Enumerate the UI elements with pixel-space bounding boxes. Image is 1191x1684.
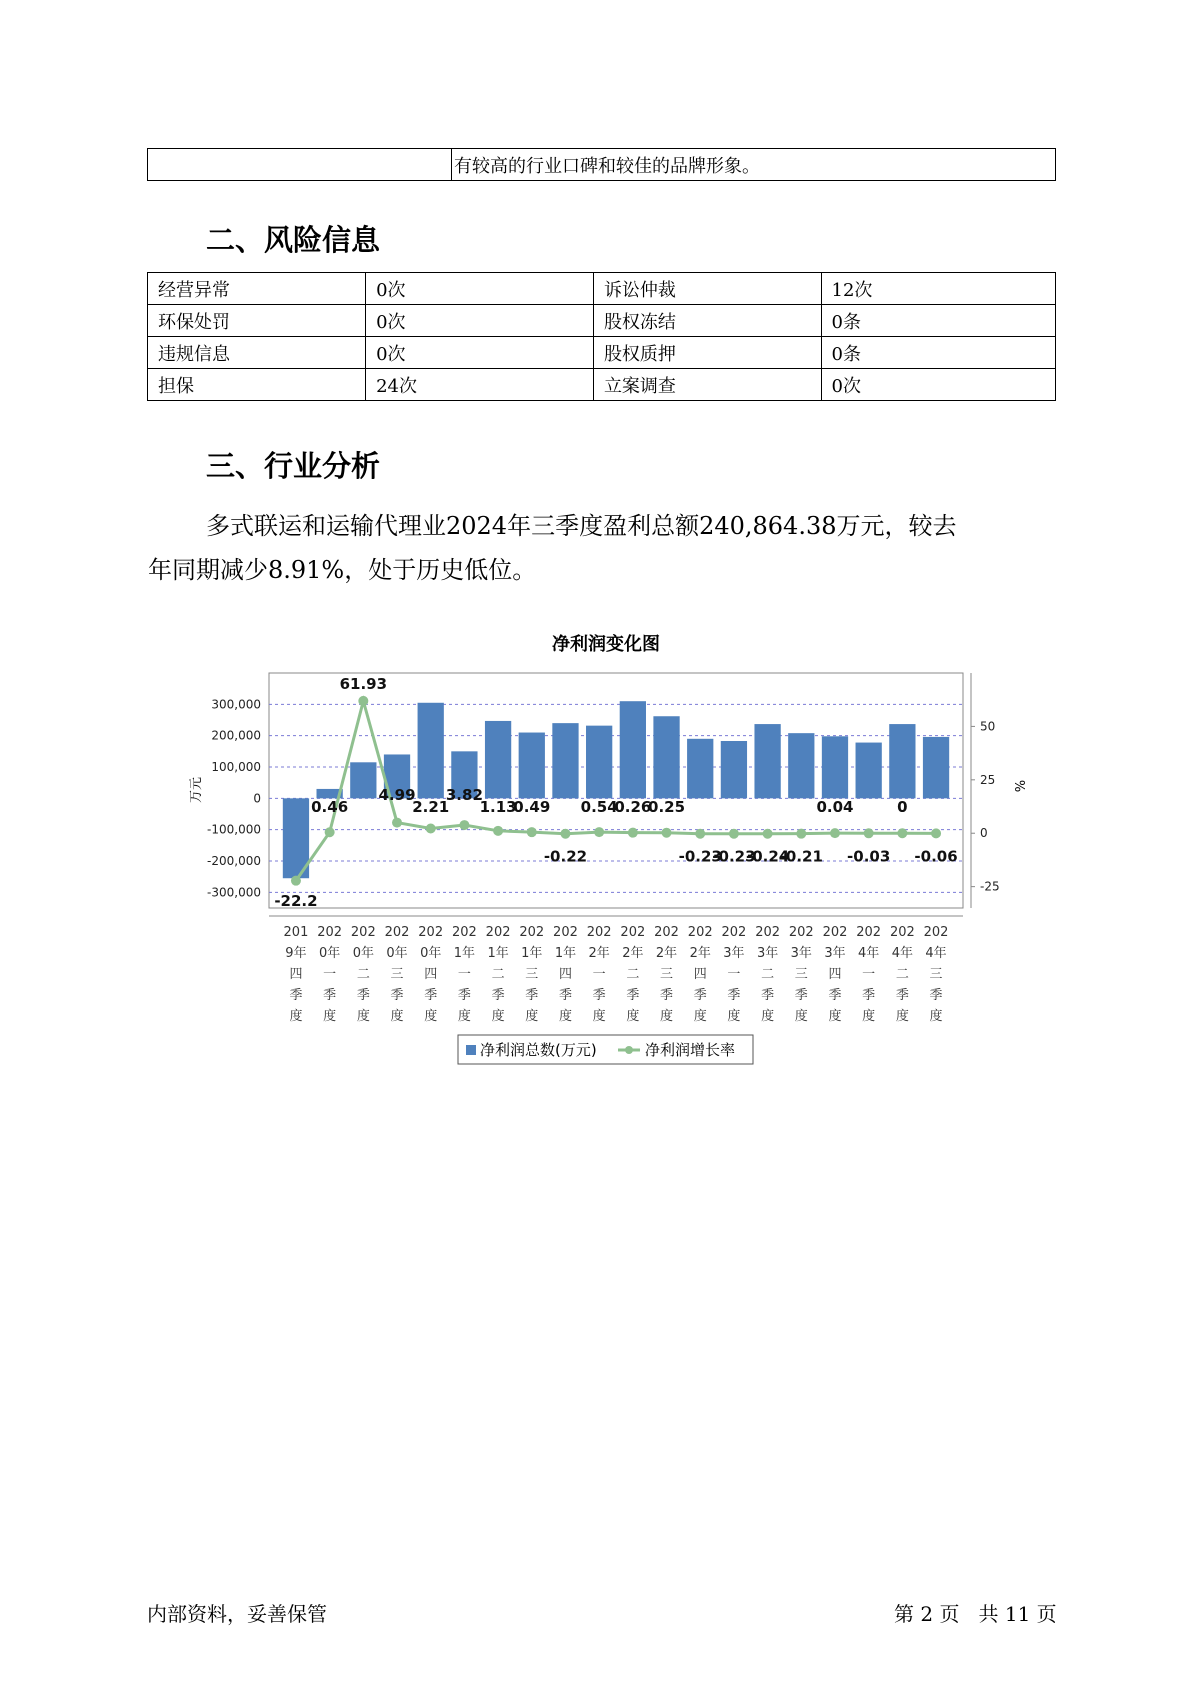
data-label: 61.93 xyxy=(339,674,388,693)
x-tick-label: 季 xyxy=(457,988,471,1003)
x-tick-label: 202 xyxy=(923,925,949,940)
x-tick-label: 3年 xyxy=(824,946,846,961)
x-tick-label: 三 xyxy=(929,967,943,982)
bar xyxy=(586,726,612,799)
x-tick-label: 4年 xyxy=(925,946,947,961)
x-tick-label: 202 xyxy=(788,925,814,940)
data-label: 0.26 xyxy=(614,798,652,816)
right-axis xyxy=(971,673,1026,908)
left-axis xyxy=(189,697,261,899)
line-point xyxy=(796,829,806,839)
x-tick-label: 度 xyxy=(390,1009,404,1024)
left-tick-label: -100,000 xyxy=(207,822,261,837)
x-tick-label: 202 xyxy=(755,925,781,940)
data-label: 4.99 xyxy=(378,786,416,804)
risk-table-cell: 0次 xyxy=(821,369,1056,401)
x-tick-label: 4年 xyxy=(858,946,880,961)
x-tick-label: 度 xyxy=(592,1009,606,1024)
data-label: 3.82 xyxy=(445,786,483,804)
top-table-right-cell: 有较高的行业口碑和较佳的品牌形象。 xyxy=(452,149,1056,181)
left-tick-label: 300,000 xyxy=(211,697,261,712)
x-tick-label: 季 xyxy=(929,988,943,1003)
footer-left: 内部资料，妥善保管 xyxy=(147,1602,327,1626)
data-label: 1.13 xyxy=(479,798,517,816)
risk-table-cell: 0次 xyxy=(366,273,594,305)
line-point xyxy=(459,820,469,830)
x-tick-label: 季 xyxy=(862,988,876,1003)
legend-bar-swatch xyxy=(466,1045,476,1055)
x-tick-label: 度 xyxy=(558,1009,572,1024)
x-axis xyxy=(269,916,963,1024)
x-tick-label: 201 xyxy=(283,925,309,940)
line-point xyxy=(594,827,604,837)
line-point xyxy=(897,828,907,838)
risk-table-cell: 环保处罚 xyxy=(148,305,366,337)
x-tick-label: 四 xyxy=(693,967,707,982)
risk-table-cell: 0条 xyxy=(821,305,1056,337)
x-tick-label: 季 xyxy=(828,988,842,1003)
data-label: -0.22 xyxy=(543,847,588,866)
bar xyxy=(519,733,545,799)
x-tick-label: 季 xyxy=(356,988,370,1003)
x-tick-label: 202 xyxy=(553,925,578,940)
x-tick-label: 202 xyxy=(350,925,376,940)
line-point xyxy=(864,828,874,838)
right-tick-label: 50 xyxy=(980,719,996,734)
x-tick-label: 度 xyxy=(356,1009,370,1024)
bar xyxy=(754,724,780,798)
left-tick-label: -300,000 xyxy=(207,885,261,900)
x-tick-label: 度 xyxy=(828,1009,842,1024)
risk-table-cell: 担保 xyxy=(148,369,366,401)
section3-title: 三、行业分析 xyxy=(206,449,381,483)
x-tick-label: 季 xyxy=(289,988,303,1003)
section2-title: 二、风险信息 xyxy=(206,223,381,257)
analysis-line-1: 多式联运和运输代理业2024年三季度盈利总额240,864.38万元，较去 xyxy=(206,512,957,540)
x-tick-label: 202 xyxy=(519,925,545,940)
x-tick-label: 度 xyxy=(457,1009,471,1024)
x-tick-label: 四 xyxy=(828,967,842,982)
x-tick-label: 3年 xyxy=(790,946,812,961)
x-tick-label: 一 xyxy=(457,967,471,982)
x-tick-label: 0年 xyxy=(386,946,408,961)
x-tick-label: 度 xyxy=(660,1009,674,1024)
x-tick-label: 度 xyxy=(761,1009,775,1024)
x-tick-label: 季 xyxy=(626,988,640,1003)
risk-table-cell: 诉讼仲裁 xyxy=(593,273,821,305)
line-point xyxy=(695,829,705,839)
x-tick-label: 202 xyxy=(586,925,612,940)
x-tick-label: 四 xyxy=(424,967,438,982)
x-tick-label: 季 xyxy=(558,988,572,1003)
x-tick-label: 二 xyxy=(761,967,775,982)
x-tick-label: 一 xyxy=(592,967,606,982)
x-tick-label: 一 xyxy=(862,967,876,982)
x-tick-label: 二 xyxy=(491,967,505,982)
x-tick-label: 202 xyxy=(451,925,477,940)
line-point xyxy=(763,829,773,839)
x-tick-label: 季 xyxy=(525,988,539,1003)
bar xyxy=(822,736,848,798)
bar xyxy=(485,721,511,798)
x-tick-label: 202 xyxy=(418,925,444,940)
x-tick-label: 季 xyxy=(323,988,337,1003)
x-tick-label: 度 xyxy=(727,1009,741,1024)
risk-table-cell: 违规信息 xyxy=(148,337,366,369)
x-tick-label: 季 xyxy=(390,988,404,1003)
bar xyxy=(856,743,882,799)
x-tick-label: 度 xyxy=(929,1009,943,1024)
x-tick-label: 度 xyxy=(862,1009,876,1024)
line-point xyxy=(628,828,638,838)
left-tick-label: -200,000 xyxy=(207,854,261,868)
x-tick-label: 季 xyxy=(592,988,606,1003)
data-label: -0.06 xyxy=(914,847,958,866)
x-tick-label: 2年 xyxy=(655,946,678,961)
line-point xyxy=(527,827,537,837)
x-tick-label: 度 xyxy=(424,1009,438,1024)
x-tick-label: 四 xyxy=(558,967,572,982)
risk-table-cell: 0条 xyxy=(821,337,1056,369)
x-tick-label: 0年 xyxy=(420,946,442,961)
chart-legend xyxy=(458,1035,753,1064)
left-tick-label: 200,000 xyxy=(211,728,261,743)
risk-table-cell: 股权冻结 xyxy=(593,305,821,337)
bar xyxy=(788,733,814,798)
data-label: -0.24 xyxy=(745,847,790,866)
x-tick-label: 3年 xyxy=(723,946,745,961)
x-tick-label: 季 xyxy=(761,988,775,1003)
data-label: -0.03 xyxy=(847,847,891,866)
x-tick-label: 三 xyxy=(390,967,404,982)
bar xyxy=(653,716,679,798)
x-tick-label: 2年 xyxy=(622,946,644,961)
x-tick-label: 度 xyxy=(525,1009,539,1024)
data-label: 0.04 xyxy=(816,798,854,816)
x-tick-label: 季 xyxy=(491,988,505,1003)
line-point xyxy=(358,696,368,706)
x-tick-label: 202 xyxy=(721,925,747,940)
risk-table-cell: 0次 xyxy=(366,305,594,337)
right-tick-label: 0 xyxy=(980,826,988,841)
line-point xyxy=(662,828,672,838)
data-label: -0.23 xyxy=(712,847,756,866)
bar xyxy=(889,724,915,798)
x-tick-label: 一 xyxy=(323,967,337,982)
x-tick-label: 2年 xyxy=(588,946,610,961)
x-tick-label: 二 xyxy=(895,967,909,982)
x-tick-label: 三 xyxy=(660,967,674,982)
x-tick-label: 度 xyxy=(491,1009,505,1024)
x-tick-label: 202 xyxy=(654,925,679,940)
x-tick-label: 202 xyxy=(687,925,713,940)
bar xyxy=(552,723,578,798)
x-tick-label: 0年 xyxy=(352,946,374,961)
x-tick-label: 季 xyxy=(727,988,741,1003)
x-tick-label: 202 xyxy=(384,925,410,940)
x-tick-label: 度 xyxy=(289,1009,303,1024)
line-point xyxy=(392,818,402,828)
bar xyxy=(923,737,949,798)
x-tick-label: 1年 xyxy=(487,946,509,961)
x-tick-label: 度 xyxy=(323,1009,337,1024)
bar xyxy=(620,701,646,798)
x-tick-label: 度 xyxy=(626,1009,640,1024)
risk-table-cell: 经营异常 xyxy=(148,273,366,305)
data-label: 0.25 xyxy=(648,798,686,816)
x-tick-label: 度 xyxy=(895,1009,909,1024)
right-axis-label: % xyxy=(1011,779,1026,793)
x-tick-label: 202 xyxy=(485,925,511,940)
x-tick-label: 季 xyxy=(660,988,674,1003)
analysis-line-2: 年同期减少8.91%，处于历史低位。 xyxy=(148,556,537,584)
x-tick-label: 度 xyxy=(794,1009,808,1024)
x-tick-label: 1年 xyxy=(453,946,476,961)
line-point xyxy=(493,826,503,836)
x-tick-label: 1年 xyxy=(554,946,577,961)
x-tick-label: 二 xyxy=(626,967,640,982)
footer-right: 第 2 页 共 11 页 xyxy=(894,1602,1057,1626)
x-tick-label: 二 xyxy=(356,967,370,982)
left-tick-label: 0 xyxy=(253,791,261,806)
bar xyxy=(687,739,713,799)
data-label: -0.21 xyxy=(779,847,823,866)
data-label: -22.2 xyxy=(274,892,318,910)
x-tick-label: 度 xyxy=(693,1009,707,1024)
data-label: 0.49 xyxy=(513,798,551,816)
x-tick-label: 三 xyxy=(525,967,539,982)
risk-table-cell: 24次 xyxy=(366,369,594,401)
line-point xyxy=(291,876,301,886)
risk-table-cell: 立案调查 xyxy=(593,369,821,401)
line-point xyxy=(830,828,840,838)
x-tick-label: 2年 xyxy=(689,946,711,961)
line-point xyxy=(426,824,436,834)
bar xyxy=(350,762,376,798)
right-tick-label: 25 xyxy=(980,772,996,787)
data-label: 0.54 xyxy=(580,798,618,816)
x-tick-label: 202 xyxy=(317,925,343,940)
left-tick-label: 100,000 xyxy=(211,760,261,774)
x-tick-label: 三 xyxy=(794,967,808,982)
risk-table-cell: 0次 xyxy=(366,337,594,369)
risk-table-cell: 12次 xyxy=(821,273,1056,305)
x-tick-label: 四 xyxy=(289,967,303,982)
bar xyxy=(721,741,747,798)
x-tick-label: 3年 xyxy=(756,946,779,961)
x-tick-label: 一 xyxy=(727,967,741,982)
risk-table-cell: 股权质押 xyxy=(593,337,821,369)
x-tick-label: 季 xyxy=(424,988,438,1003)
left-axis-label: 万元 xyxy=(189,776,204,804)
x-tick-label: 4年 xyxy=(891,946,913,961)
x-tick-label: 1年 xyxy=(521,946,543,961)
x-tick-label: 9年 xyxy=(285,946,307,961)
x-tick-label: 0年 xyxy=(319,946,341,961)
x-tick-label: 季 xyxy=(895,988,909,1003)
x-tick-label: 季 xyxy=(794,988,808,1003)
line-point xyxy=(729,829,739,839)
x-tick-label: 202 xyxy=(620,925,646,940)
line-point xyxy=(325,827,335,837)
legend-line-marker xyxy=(625,1046,633,1054)
bar xyxy=(418,703,444,799)
right-tick-label: -25 xyxy=(980,879,1000,894)
x-tick-label: 季 xyxy=(693,988,707,1003)
x-tick-label: 202 xyxy=(889,925,915,940)
data-label: 0.46 xyxy=(311,798,349,816)
data-label: -0.23 xyxy=(678,847,722,866)
x-tick-label: 202 xyxy=(822,925,848,940)
data-label: 2.21 xyxy=(412,798,450,816)
x-tick-label: 202 xyxy=(856,925,882,940)
legend-line-label: 净利润增长率 xyxy=(645,1041,736,1059)
line-point xyxy=(560,829,570,839)
chart-title: 净利润变化图 xyxy=(552,634,660,655)
line-point xyxy=(931,828,941,838)
legend-bar-label: 净利润总数(万元) xyxy=(480,1041,597,1059)
data-label: 0 xyxy=(897,798,908,816)
